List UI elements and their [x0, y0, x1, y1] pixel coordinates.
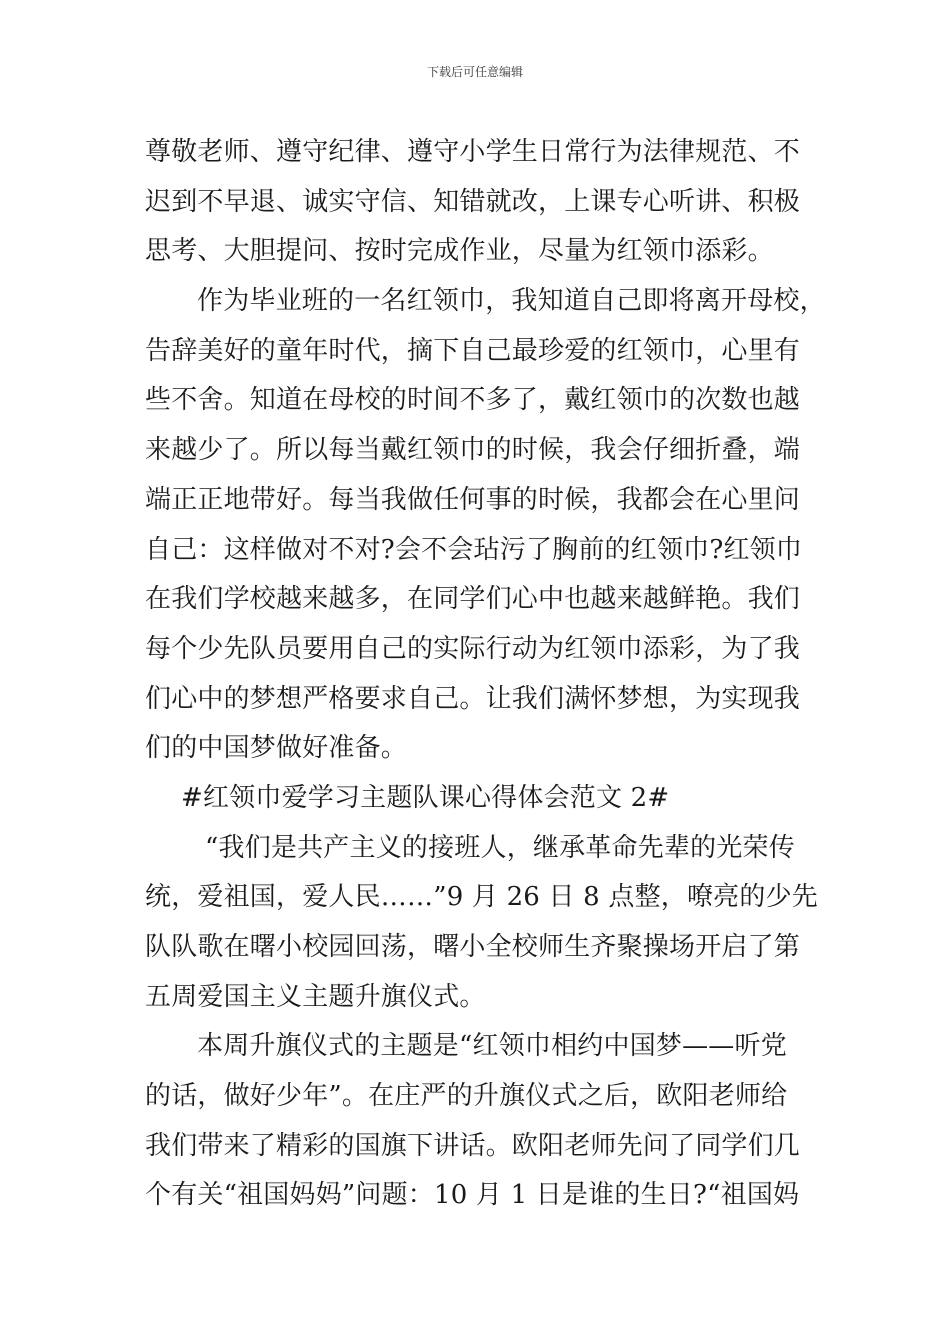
paragraph-first-line: 本周升旗仪式的主题是“红领巾相约中国梦——听党 — [197, 1031, 787, 1062]
text-line: 五周爱国主义主题升旗仪式。 — [145, 981, 486, 1012]
text-line: 告辞美好的童年时代，摘下自己最珍爱的红领巾，心里有 — [145, 335, 801, 366]
paragraph-first-line: 作为毕业班的一名红领巾，我知道自己即将离开母校， — [197, 286, 826, 317]
text-line: 自己：这样做对不对?会不会玷污了胸前的红领巾?红领巾 — [145, 534, 803, 565]
text-line: 们心中的梦想严格要求自己。让我们满怀梦想，为实现我 — [145, 683, 801, 714]
text-line: 队队歌在曙小校园回荡，曙小全校师生齐聚操场开启了第 — [145, 932, 801, 962]
text-line: 统，爱祖国，爱人民……”9 月 26 日 8 点整，嘹亮的少先 — [145, 882, 818, 913]
page-header: 下载后可任意编辑 — [426, 65, 523, 79]
text-line: 迟到不早退、诚实守信、知错就改，上课专心听讲、积极 — [145, 186, 801, 217]
text-line: 们的中国梦做好准备。 — [145, 733, 408, 764]
text-line: 来越少了。所以每当戴红领巾的时候，我会仔细折叠，端 — [145, 435, 801, 466]
section-heading: #红领巾爱学习主题队课心得体会范文 2# — [181, 782, 670, 813]
text-line: 每个少先队员要用自己的实际行动为红领巾添彩，为了我 — [145, 633, 801, 664]
document-body — [145, 128, 826, 1221]
text-line: 思考、大胆提问、按时完成作业，尽量为红领巾添彩。 — [145, 236, 774, 267]
text-line: 端正正地带好。每当我做任何事的时候，我都会在心里问 — [145, 484, 801, 515]
text-line: 的话，做好少年”。在庄严的升旗仪式之后，欧阳老师给 — [145, 1081, 788, 1112]
text-line: 个有关“祖国妈妈”问题：10 月 1 日是谁的生日?“祖国妈 — [145, 1180, 800, 1211]
text-line: 尊敬老师、遵守纪律、遵守小学生日常行为法律规范、不 — [145, 137, 801, 167]
text-line: 些不舍。知道在母校的时间不多了，戴红领巾的次数也越 — [145, 385, 801, 416]
paragraph-first-line: “我们是共产主义的接班人，继承革命先辈的光荣传 — [205, 832, 795, 863]
text-line: 在我们学校越来越多，在同学们心中也越来越鲜艳。我们 — [145, 584, 801, 615]
text-line: 我们带来了精彩的国旗下讲话。欧阳老师先问了同学们几 — [145, 1130, 801, 1161]
